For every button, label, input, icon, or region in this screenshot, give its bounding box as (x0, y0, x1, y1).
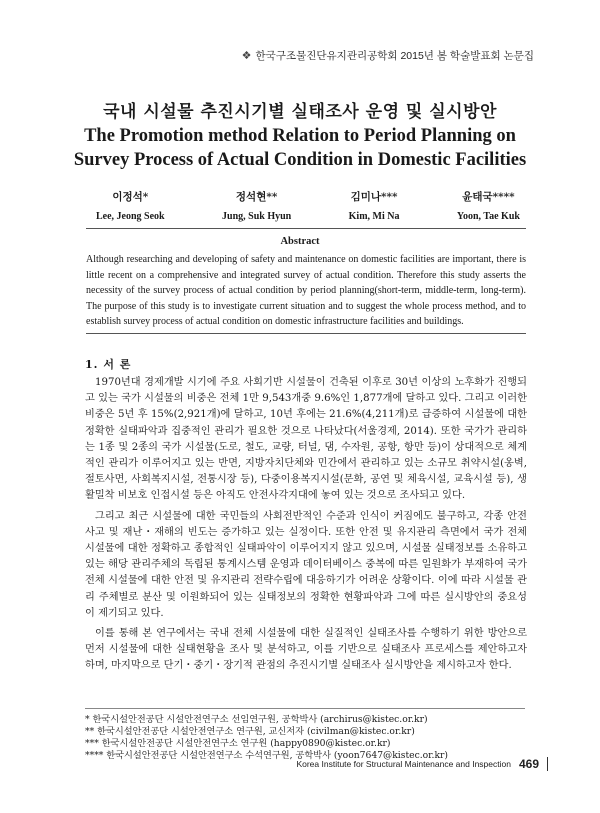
paper-title-english (0, 124, 600, 172)
footnote: **** 한국시설안전공단 시설안전연구소 수석연구원, 공학박사 (yoon7647@kistec.or.kr) (85, 750, 449, 761)
author-name-korean: 김미나*** (350, 191, 398, 203)
section-heading: 1. 서 론 (85, 358, 132, 371)
paper-title-korean: 국내 시설물 추진시기별 실태조사 운영 및 실시방안 (103, 102, 497, 122)
footnote: *** 한국시설안전공단 시설안전연구소 연구원 (happy0890@kistec.or.kr) (85, 738, 391, 749)
section-body (85, 375, 527, 679)
page-footer (296, 757, 548, 771)
running-header (242, 48, 534, 63)
footer-institute: Korea Institute for Structural Maintenance and Inspection (296, 759, 511, 769)
page-number: 469 (518, 757, 539, 771)
author-name-korean: 정석현** (235, 191, 278, 203)
abstract-top-rule (86, 228, 526, 229)
author (349, 188, 400, 226)
title-english-line-1: The Promotion method Relation to Period Planning on (84, 126, 516, 146)
author-name-korean: 이정석* (112, 191, 149, 203)
abstract-bottom-rule (86, 333, 526, 334)
journal-title: 한국구조물진단유지관리공학회 2015년 봄 학술발표회 논문집 (255, 50, 534, 62)
author-name-english: Lee, Jeong Seok (96, 211, 165, 222)
abstract-heading: Abstract (280, 236, 320, 247)
body-paragraph: 그리고 최근 시설물에 대한 국민들의 사회전반적인 수준과 인식이 커짐에도 불구하고, 각종 안전사고 및 재난・재해의 빈도는 증가하고 있는 실정이다. 또한 안전 및 유지관리 측면에서 국가 전체 시설물에 대한 정확하고 종합적인 실태파악이 이루어지지 않고 있으며, 시설물 실태정보를 소유하고 있는 해당 관리주체의 독립된 통계시스템 운영과 데이터베이스 중복에 따른 일원화가 부재하여 국가 전체 시설물에 대한 안전 및 유지관리 전략수립에 대응하기가 어려운 상황이다. 이에 따라 시설물 관리 주체별로 분산 및 이원화되어 있는 실태정보의 정확한 현황파악과 그에 따른 실시방안의 중요성이 제기되고 있다. (85, 510, 527, 619)
author-name-english: Kim, Mi Na (348, 211, 400, 222)
footnote: * 한국시설안전공단 시설안전연구소 선임연구원, 공학박사 (archirus@kistec.or.kr) (85, 714, 428, 725)
author (457, 188, 520, 226)
author (96, 188, 165, 226)
footnote-rule (85, 708, 525, 709)
body-paragraph: 1970년대 경제개발 시기에 주요 사회기반 시설물이 건축된 이후로 30년 이상의 노후화가 진행되고 있는 국가 시설물의 비중은 전체 1만 9,543개중 9.6%인 1,877개에 달하고 있다. 그리고 이러한 비중은 5년 후 15%(2,921개)에 달하고, 10년 후에는 21.6%(4,211개)로 급증하여 시설물에 대한 정확한 실태파악과 집중적인 관리가 필요한 것으로 나타났다(서울경제, 2014). 또한 국가가 관리하는 1종 및 2종의 국가 시설물(도로, 철도, 교량, 터널, 댐, 수자원, 공항, 항만 등)이 상대적으로 체계적인 관리가 이루어지고 있는 반면, 지방자치단체와 민간에서 관리하고 있는 소규모 취약시설(옹벽, 절토사면, 사회복지시설, 전통시장 등), 다중이용복지시설(문화, 공연 및 체육시설, 교육시설 등), 생활밀착 비보호 인접시설 등은 아직도 안전사각지대에 놓여 있는 것으로 조사되고 있다. (85, 377, 527, 502)
author-list (96, 188, 520, 226)
title-english-line-2: Survey Process of Actual Condition in Domestic Facilities (73, 150, 527, 170)
body-paragraph: 이를 통해 본 연구에서는 국내 전체 시설물에 대한 실질적인 실태조사를 수행하기 위한 방안으로 먼저 시설물에 대한 실태현황을 조사 및 분석하고, 이를 기반으로 실태조사 프로세스를 제안하고자 하며, 마지막으로 단기・중기・장기적 관점의 추진시기별 실태조사 실시방안을 제시하고자 한다. (85, 628, 527, 672)
footnote: ** 한국시설안전공단 시설안전연구소 연구원, 교신저자 (civilman@kistec.or.kr) (85, 726, 415, 737)
footer-divider (547, 757, 548, 771)
header-mark-icon: ❖ (241, 50, 252, 62)
author-name-korean: 윤태국**** (462, 191, 515, 203)
abstract-text: Although researching and developing of safety and maintenance on domestic facilities are important, there is little recent on a comprehensive and integrated survey of actual condition. Therefore this study asserts the necessity of the survey process of actual condition by period planning(short-term, middle-term, long-term). The purpose of this study is to investigate current situation and to suggest the whole process method, and to establish survey process of actual condition on domestic infrastructure facilities and buildings. (86, 254, 526, 327)
footnotes (85, 714, 525, 762)
author-name-english: Jung, Suk Hyun (222, 211, 292, 222)
author-name-english: Yoon, Tae Kuk (456, 211, 520, 222)
author (222, 188, 291, 226)
